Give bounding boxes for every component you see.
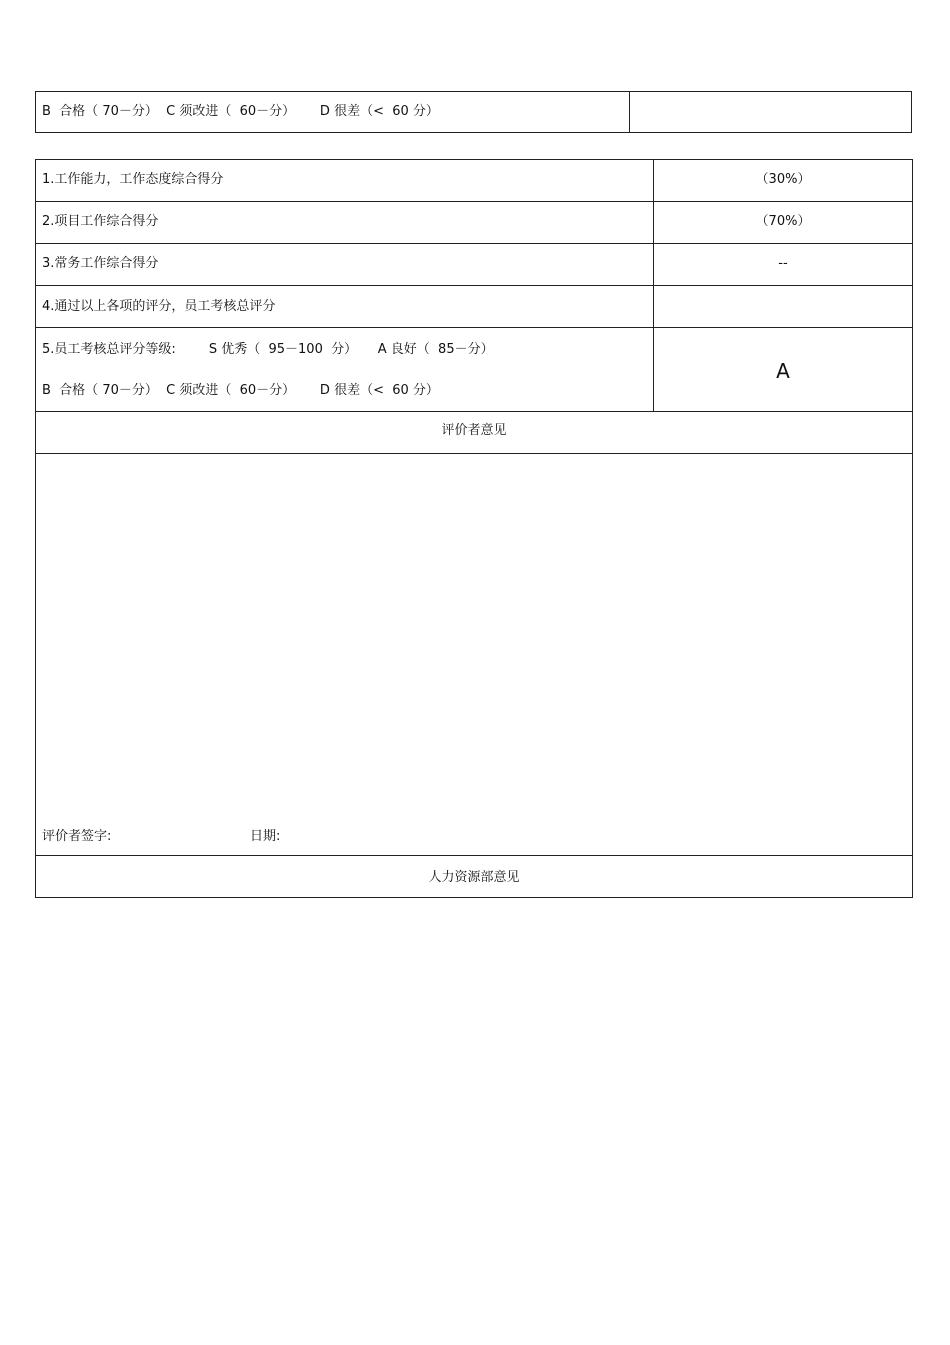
grade-scale-line-1: 5.员工考核总评分等级: S 优秀（ 95－100 分） A 良好（ 85－分） [42,342,494,357]
score-row-value: -- [778,256,788,271]
evaluator-opinion-header: 评价者意见 [441,423,507,438]
top-table-divider [629,91,630,133]
score-row-label: 1.工作能力，工作态度综合得分 [42,172,224,187]
hr-opinion-header: 人力资源部意见 [428,870,520,885]
score-row-value: （30%） [755,172,811,187]
grade-scale-line-2: B 合格（ 70－分） C 须改进（ 60－分） D 很差（< 60 分） [42,383,439,398]
row-line-6 [35,453,913,454]
row-line-7 [35,855,913,856]
row-line-3 [35,285,913,286]
row-line-1 [35,201,913,202]
overall-grade-value: A [776,359,790,383]
row-line-5 [35,411,913,412]
top-grade-scale-text: B 合格（ 70－分） C 须改进（ 60－分） D 很差（< 60 分） [42,104,439,119]
score-row-label: 4.通过以上各项的评分，员工考核总评分 [42,299,276,314]
score-row-label: 3.常务工作综合得分 [42,256,159,271]
row-line-4 [35,327,913,328]
score-row-label: 2.项目工作综合得分 [42,214,159,229]
date-label: 日期: [250,829,281,844]
score-row-value: （70%） [755,214,811,229]
row-line-2 [35,243,913,244]
evaluator-signature-label: 评价者签字: [42,829,112,844]
